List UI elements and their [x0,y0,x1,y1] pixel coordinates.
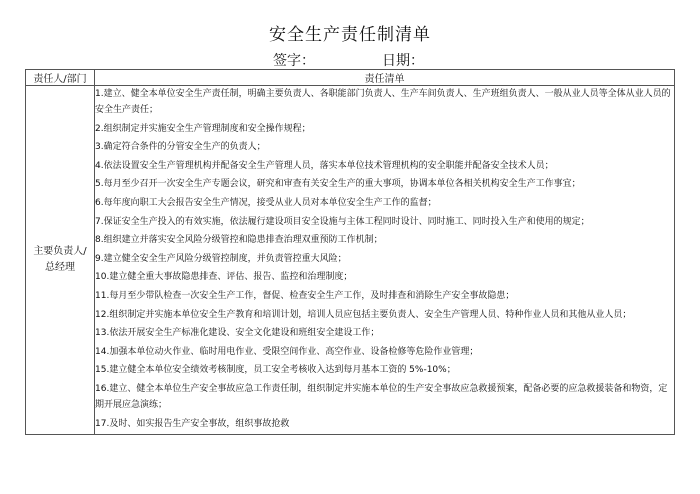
list-item: 17.及时、如实报告生产安全事故，组织事故抢救 [95,418,290,429]
header-list: 责任清单 [95,70,675,86]
list-item: 6.每年度向职工大会报告安全生产情况，接受从业人员对本单位安全生产工作的监督； [95,197,437,208]
list-item: 7.保证安全生产投入的有效实施，依法履行建设项目安全设施与主体工程同时设计、同时施工、同时投入生产和使用的规定； [95,216,590,227]
list-item: 5.每月至少召开一次安全生产专题会议，研究和审查有关安全生产的重大事项，协调本单位各相关机构安全生产工作事宜； [95,179,581,190]
list-item: 3.确定符合条件的分管安全生产的负责人； [95,142,266,153]
signature-row [0,50,700,70]
list-item: 9.建立健全安全生产风险分级管控制度，并负责管控重大风险； [95,253,347,264]
signature-label: 签字： [273,53,315,69]
list-item: 2.组织制定并实施安全生产管理制度和安全操作规程； [95,123,311,134]
list-item: 15.建立健全本单位安全绩效考核制度，员工安全考核收入达到每月基本工资的 5%-10%； [95,365,456,376]
list-item: 1.建立、健全本单位安全生产责任制，明确主要负责人、各职能部门负责人、生产车间负责人、生产班组负责人、一般从业人员等全体从业人员的安全生产责任； [95,89,671,115]
list-item: 11.每月至少带队检查一次安全生产工作，督促、检查安全生产工作，及时排查和消除生产安全事故隐患； [95,290,515,301]
list-item: 8.组织建立并落实安全风险分级管控和隐患排查治理双重预防工作机制； [95,235,383,246]
list-item: 4.依法设置安全生产管理机构并配备安全生产管理人员，落实本单位技术管理机构的安全职能并配备安全技术人员； [95,160,554,171]
list-item: 10.建立健全重大事故隐患排查、评估、报告、监控和治理制度； [95,272,353,283]
document-title: 安全生产责任制清单 [269,25,431,45]
responsibility-table [25,69,675,435]
role-line-1: 主要负责人/ [33,246,87,258]
responsibility-list [95,86,675,435]
role-line-2: 总经理 [45,262,75,274]
date-label: 日期： [382,53,424,69]
role-cell [26,86,95,435]
list-item: 12.组织制定并实施本单位安全生产教育和培训计划，培训人员应包括主要负责人、安全生产管理人员、特种作业人员和其他从业人员； [95,309,632,320]
list-item: 13.依法开展安全生产标准化建设、安全文化建设和班组安全建设工作； [95,328,380,339]
table-row [26,86,675,435]
table-header-row [26,70,675,86]
list-item: 14.加强本单位动火作业、临时用电作业、受限空间作业、高空作业、设备检修等危险作业管理； [95,346,479,357]
list-item: 16.建立、健全本单位生产安全事故应急工作责任制，组织制定并实施本单位的生产安全事故应急救援预案，配备必要的应急救援装备和物资，定期开展应急演练； [95,383,668,410]
header-role: 责任人/部门 [26,70,95,86]
